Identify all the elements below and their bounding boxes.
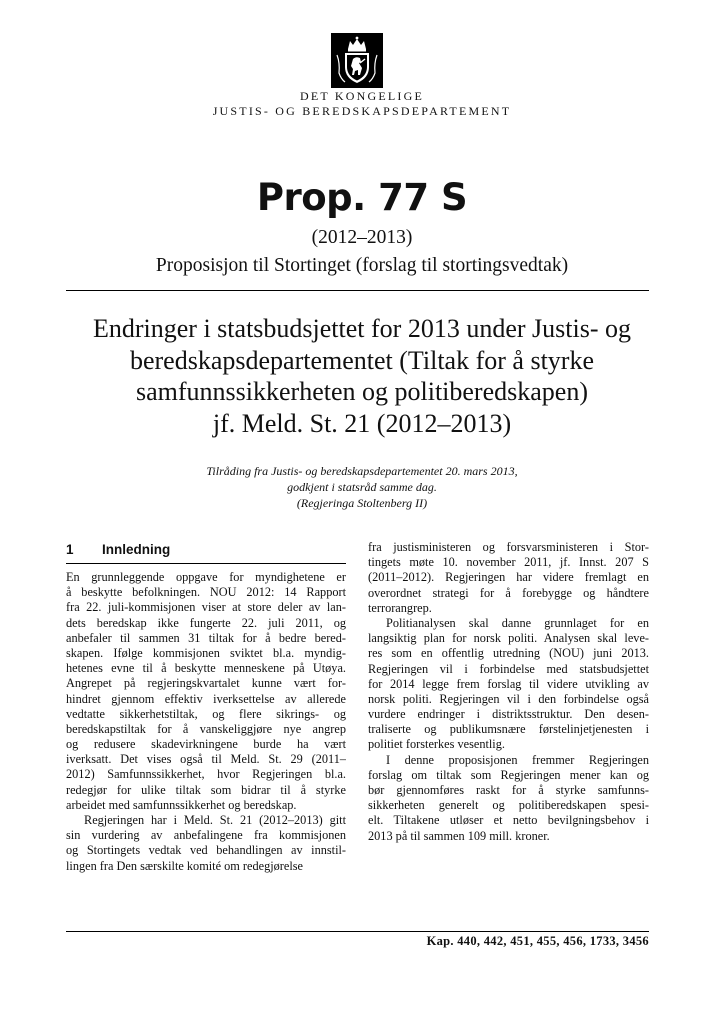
- document-title-line: jf. Meld. St. 21 (2012–2013): [212, 408, 512, 438]
- body-text-line: Angrepet på regjeringskvartalet kunne vært for-: [66, 676, 346, 691]
- body-text-line: tingets møte 10. november 2011, jf. Innst. 207 S: [368, 555, 649, 570]
- body-text-line: hindret gjennom effektiv iverksettelse av allerede: [66, 691, 346, 706]
- approval-line: (Regjeringa Stoltenberg II): [296, 496, 428, 510]
- body-text-line: anbefaler til sammen 31 tiltak for å bedre bered-: [66, 630, 346, 645]
- body-text-line: res som en offentlig utredning (NOU) juni 2013.: [368, 646, 649, 661]
- body-text-line: traliserte og publikumsnære førstelinjetjenesten i: [368, 722, 649, 737]
- body-text-line: skapen. Ifølge kommisjonen sviktet bl.a. myndig-: [66, 645, 346, 660]
- body-text-line: (2011–2012). Regjeringen har videre fremlagt en: [368, 570, 649, 585]
- document-title-line: Endringer i statsbudsjettet for 2013 under Justis- og: [93, 314, 631, 343]
- body-text-line: langsiktig plan for norsk politi. Analysen skal leve-: [368, 631, 649, 646]
- body-text-line: vedtatte sikkerhetstiltak, og flere sikrings- og: [66, 706, 346, 721]
- body-text-line: iverksatt. Det vises også til Meld. St. 29 (2011–: [66, 752, 346, 767]
- body-text-line: forslag om tiltak som Regjeringen mener kan og: [368, 767, 649, 782]
- section-number: 1: [66, 542, 74, 557]
- norwegian-royal-crest-icon: [331, 33, 383, 88]
- body-text-line: beredskapstiltak for å vanskeliggjøre nye angrep: [66, 721, 346, 736]
- body-text-line: terrorangrep.: [368, 600, 432, 615]
- budget-chapters: Kap. 440, 442, 451, 455, 456, 1733, 3456: [426, 934, 649, 948]
- proposition-subtitle: Proposisjon til Stortinget (forslag til stortingsvedtak): [155, 255, 569, 276]
- ministry-line-1: DET KONGELIGE: [299, 89, 425, 103]
- document-title: [0, 313, 724, 439]
- body-text-line: fra 22. juli-kommisjonen viser at store deler av lan-: [66, 600, 346, 615]
- body-text-line: I denne proposisjonen fremmer Regjeringen: [386, 752, 649, 767]
- section-heading-rule: [66, 563, 346, 564]
- body-text-line: bør gjennomføres raskt for å styrke samfunns-: [368, 783, 649, 797]
- body-text-line: redegjør for ulike tiltak som bidrar til å styrke: [66, 782, 346, 797]
- body-text-line: hetenes evne til å beskytte menneskene på Utøya.: [66, 661, 346, 676]
- body-text-line: vurdere endringer i distriktsstruktur. Den desen-: [368, 707, 649, 722]
- top-divider: [66, 290, 649, 291]
- section-title: Innledning: [102, 542, 171, 557]
- body-text-line: arbeidet med samfunnssikkerhet og beredskap.: [66, 797, 297, 812]
- body-text-line: norsk politi. Regjeringen vil i den forbindelse også: [368, 691, 649, 706]
- section-heading: [66, 540, 346, 560]
- approval-line: Tilråding fra Justis- og beredskapsdepartementet 20. mars 2013,: [206, 464, 518, 478]
- session-period: (2012–2013): [311, 227, 413, 248]
- body-text-line: for 2014 legge frem forslag til videre utvikling av: [368, 676, 649, 691]
- body-text-line: Regjeringen vil i forbindelse med statsbudsjettet: [368, 661, 649, 676]
- body-text-line: sin vurdering av anbefalingene fra kommisjonen: [66, 828, 346, 843]
- document-title-line: samfunnssikkerheten og politiberedskapen): [136, 377, 588, 406]
- body-text-line: elt. Tiltakene utløser et netto bevilgningsbehov i: [368, 813, 649, 828]
- body-text-line: 2012) Samfunnssikkerhet, hvor Regjeringen bl.a.: [66, 767, 346, 782]
- ministry-line-2: JUSTIS- OG BEREDSKAPSDEPARTEMENT: [212, 104, 512, 118]
- approval-note: [0, 463, 724, 511]
- body-text-left: [66, 570, 346, 874]
- body-text-line: og redusere skadevirkningene burde ha vært: [66, 737, 346, 752]
- body-text-line: lingen fra Den særskilte komité om redegjørelse: [66, 858, 303, 873]
- body-text-line: Politianalysen skal danne grunnlaget for en: [386, 615, 649, 630]
- body-text-line: og Stortingets vedtak ved behandlingen av innstil-: [66, 843, 346, 858]
- right-column: [368, 540, 649, 844]
- body-text-line: Regjeringen har i Meld. St. 21 (2012–2013) gitt: [84, 813, 346, 827]
- body-text-line: overordnet strategi for å forebygge og håndtere: [368, 585, 649, 600]
- left-column: [66, 540, 346, 874]
- body-text-line: fra justisministeren og forsvarsministeren i Stor-: [368, 540, 649, 554]
- proposition-number: Prop. 77 S: [256, 176, 468, 219]
- body-text-line: En grunnleggende oppgave for myndighetene er: [66, 570, 346, 584]
- document-title-line: beredskapsdepartementet (Tiltak for å styrke: [129, 345, 594, 375]
- body-text-line: politiet forsterkes vesentlig.: [368, 737, 505, 752]
- body-text-right: [368, 540, 649, 844]
- body-text-line: dets beredskap ikke fungerte 22. juli 2011, og: [66, 615, 346, 630]
- body-text-line: å beskytte befolkningen. NOU 2012: 14 Rapport: [66, 585, 346, 600]
- bottom-divider: [66, 931, 649, 932]
- body-text-line: 2013 på til sammen 109 mill. kroner.: [368, 828, 550, 843]
- body-text-line: sikkerheten generelt og politiberedskapen spesi-: [368, 798, 649, 813]
- approval-line: godkjent i statsråd samme dag.: [287, 480, 437, 494]
